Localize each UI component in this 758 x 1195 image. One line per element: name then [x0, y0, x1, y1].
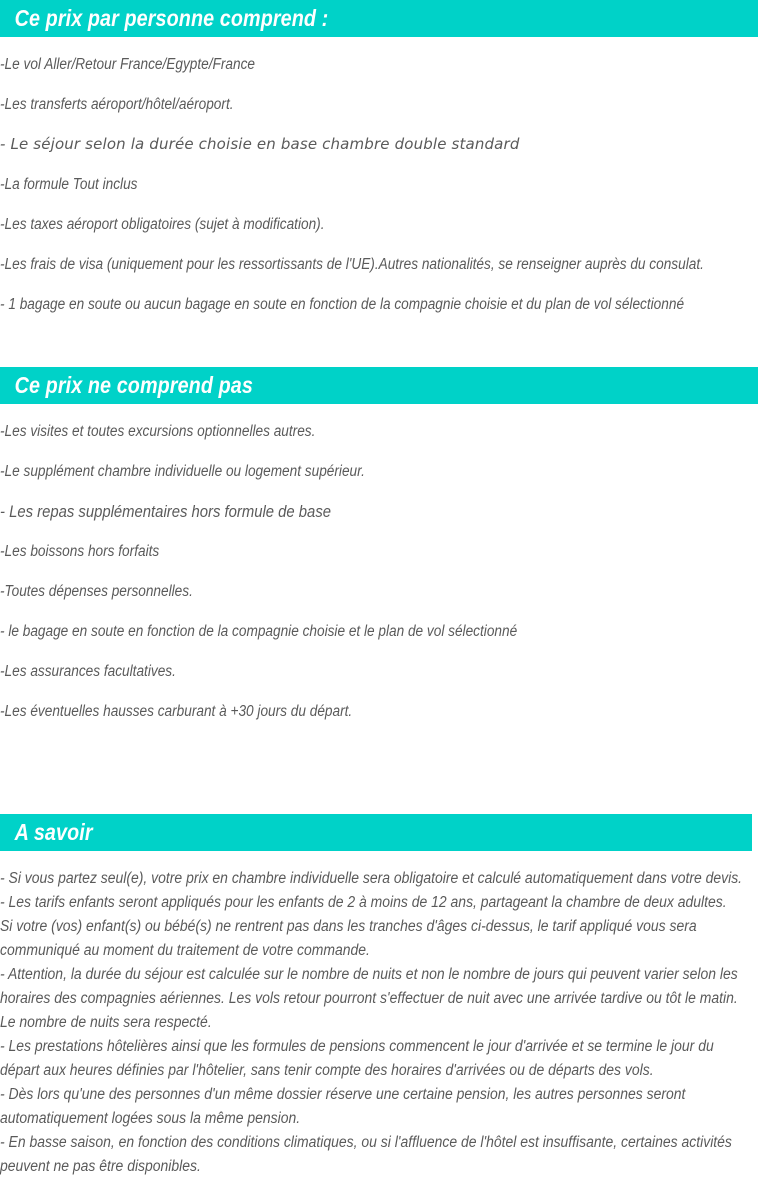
notice-line: - En basse saison, en fonction des conditions climatiques, ou si l'affluence de l'hôtel est insuffisante, certaines activités: [0, 1134, 732, 1151]
section-title-excluded: Ce prix ne comprend pas: [14, 372, 253, 398]
notice-line: Le nombre de nuits sera respecté.: [0, 1014, 212, 1031]
list-item: -Les assurances facultatives.: [0, 663, 176, 680]
list-item: -Les frais de visa (uniquement pour les ressortissants de l'UE).Autres nationalités, se renseigner auprès du consulat.: [0, 256, 704, 273]
list-item: - Les repas supplémentaires hors formule de base: [0, 503, 332, 521]
section-title-included: Ce prix par personne comprend :: [14, 5, 329, 31]
notice-line: - Si vous partez seul(e), votre prix en chambre individuelle sera obligatoire et calculé automatiquement dans votre devis.: [0, 870, 743, 887]
list-item: -Les transferts aéroport/hôtel/aéroport.: [0, 96, 234, 113]
section-header-excluded: [0, 367, 758, 404]
list-item: - 1 bagage en soute ou aucun bagage en soute en fonction de la compagnie choisie et du plan de vol sélectionné: [0, 296, 685, 313]
notice-line: horaires des compagnies aériennes. Les vols retour pourront s'effectuer de nuit avec une arrivée tardive ou tôt le matin.: [0, 990, 738, 1007]
list-item: -Les taxes aéroport obligatoires (sujet à modification).: [0, 216, 325, 233]
notice-line: - Attention, la durée du séjour est calculée sur le nombre de nuits et non le nombre de jours qui peuvent varier selon les: [0, 966, 738, 983]
list-item: -Les visites et toutes excursions optionnelles autres.: [0, 423, 316, 440]
list-item: -Toutes dépenses personnelles.: [0, 583, 193, 600]
list-item: -Les éventuelles hausses carburant à +30 jours du départ.: [0, 703, 353, 720]
notice-line: - Les tarifs enfants seront appliqués pour les enfants de 2 à moins de 12 ans, partageant la chambre de deux adultes.: [0, 894, 727, 911]
list-item: -La formule Tout inclus: [0, 176, 138, 193]
notice-line: automatiquement logées sous la même pension.: [0, 1110, 301, 1127]
notice-line: Si votre (vos) enfant(s) ou bébé(s) ne rentrent pas dans les tranches d'âges ci-dessus, le tarif appliqué vous sera: [0, 918, 697, 935]
notice-line: peuvent ne pas être disponibles.: [0, 1158, 201, 1175]
list-item: -Le supplément chambre individuelle ou logement supérieur.: [0, 463, 365, 480]
notice-line: communiqué au moment du traitement de votre commande.: [0, 942, 370, 959]
list-item: - Le séjour selon la durée choisie en base chambre double standard: [0, 135, 520, 153]
section-header-included: [0, 0, 758, 37]
notice-line: départ aux heures définies par l'hôtelier, sans tenir compte des horaires d'arrivées ou de départs des vols.: [0, 1062, 654, 1079]
list-item: -Les boissons hors forfaits: [0, 543, 160, 560]
list-item: - le bagage en soute en fonction de la compagnie choisie et le plan de vol sélectionné: [0, 623, 518, 640]
section-header-notice: [0, 814, 752, 851]
notice-line: - Dès lors qu'une des personnes d'un même dossier réserve une certaine pension, les autres personnes seront: [0, 1086, 686, 1103]
notice-paragraph-block: [0, 868, 758, 1180]
list-item: -Le vol Aller/Retour France/Egypte/France: [0, 56, 255, 73]
notice-line: - Les prestations hôtelières ainsi que les formules de pensions commencent le jour d'arrivée et se termine le jour du: [0, 1038, 714, 1055]
section-title-notice: A savoir: [14, 819, 93, 845]
